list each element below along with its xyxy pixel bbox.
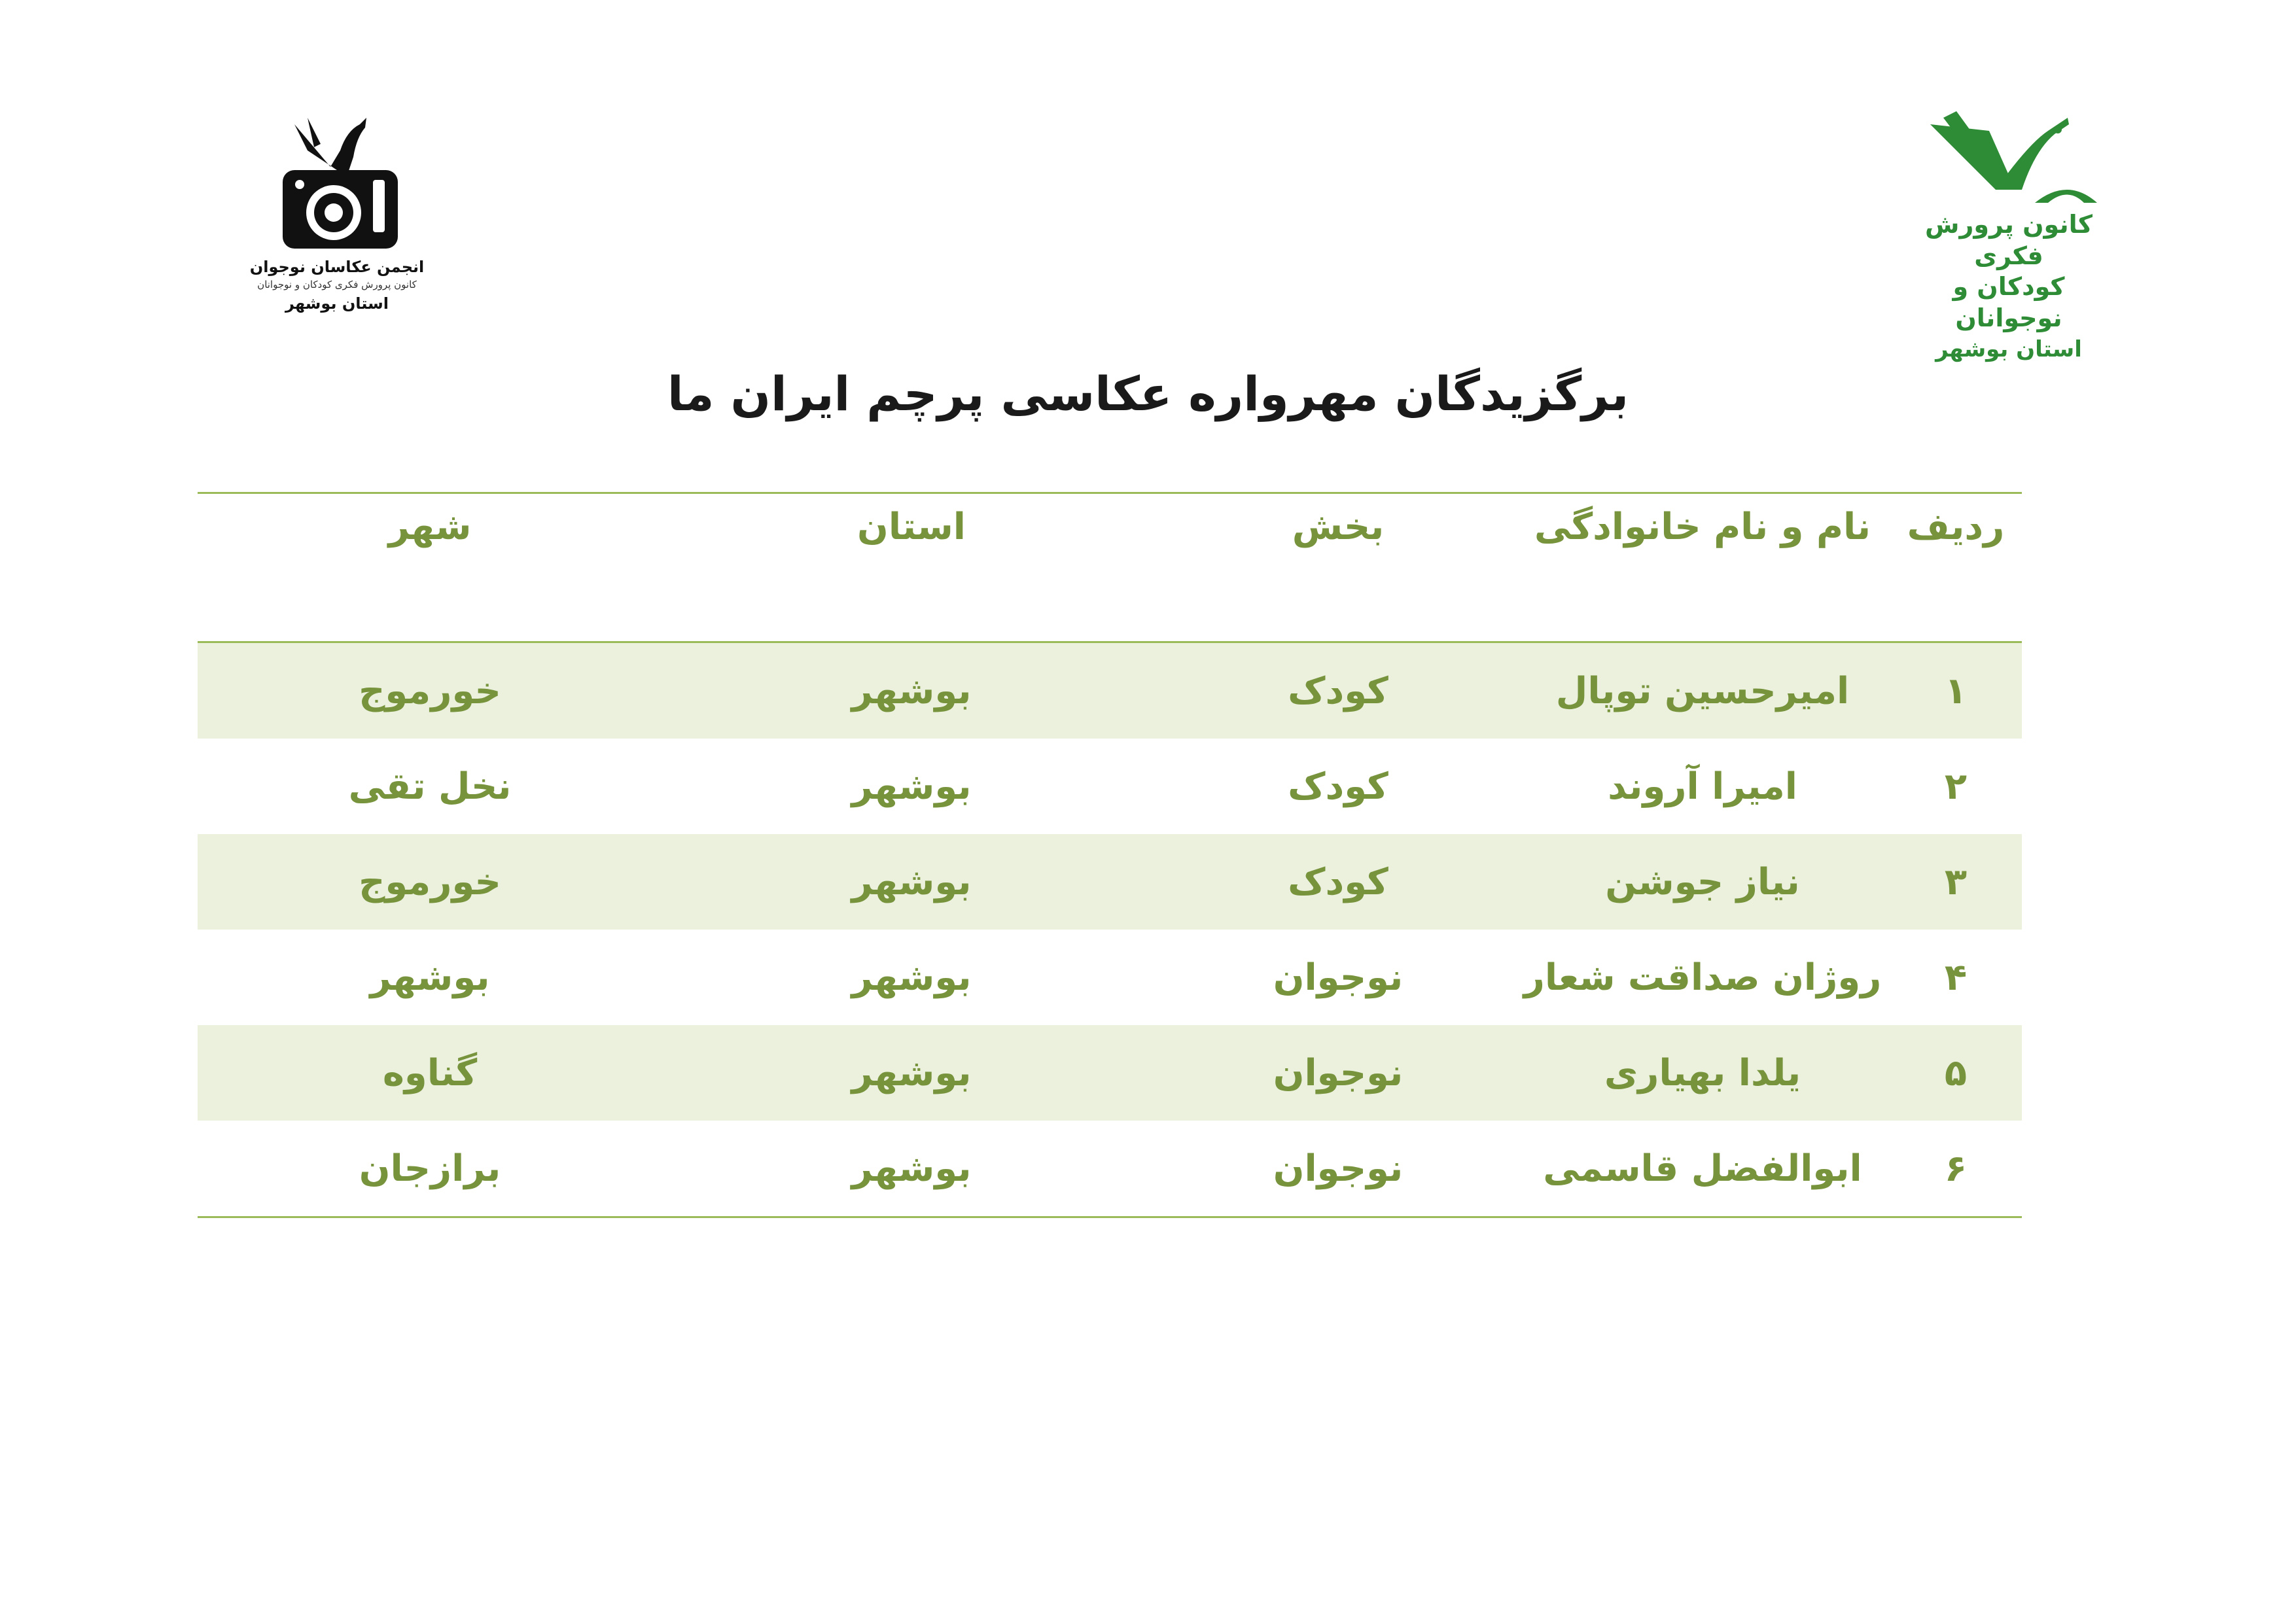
right-logo-line1: کانون پرورش فکری bbox=[1925, 210, 2093, 270]
cell-name: امیرحسین توپال bbox=[1515, 642, 1890, 739]
cell-row-number: ۵ bbox=[1890, 1025, 2022, 1121]
table-row bbox=[198, 739, 2022, 834]
table-row bbox=[198, 834, 2022, 930]
cell-name: روژان صداقت شعار bbox=[1523, 956, 1882, 999]
cell-city: برازجان bbox=[359, 1147, 501, 1190]
cell-row-number: ۲ bbox=[1944, 765, 1968, 808]
table-row bbox=[198, 1121, 2022, 1217]
right-logo-line3: استان بوشهر bbox=[1935, 336, 2082, 362]
page-title: برگزیدگان مهرواره عکاسی پرچم ایران ما bbox=[667, 366, 1629, 421]
cell-name: ابوالفضل قاسمی bbox=[1543, 1147, 1862, 1190]
column-header-name: نام و نام خانوادگی bbox=[1534, 506, 1871, 548]
table-header-row bbox=[198, 493, 2022, 642]
column-header-row-number: ردیف bbox=[1907, 506, 2005, 548]
cell-name: نیاز جوشن bbox=[1515, 834, 1890, 930]
cell-city: گناوه bbox=[198, 1025, 662, 1121]
cell-section: نوجوان bbox=[1273, 1147, 1404, 1190]
cell-province: بوشهر bbox=[851, 1147, 972, 1190]
kanoon-bird-icon bbox=[1917, 105, 2100, 209]
cell-section: نوجوان bbox=[1273, 956, 1404, 999]
column-header-section: بخش bbox=[1292, 506, 1385, 548]
column-header-city: شهر bbox=[388, 506, 472, 548]
cell-row-number: ۶ bbox=[1944, 1147, 1968, 1190]
table-row bbox=[198, 642, 2022, 739]
cell-province: بوشهر bbox=[851, 765, 972, 808]
cell-row-number: ۱ bbox=[1890, 642, 2022, 739]
left-logo-line1: انجمن عکاسان نوجوان bbox=[249, 258, 425, 276]
cell-row-number: ۳ bbox=[1890, 834, 2022, 930]
left-logo-line3: استان بوشهر bbox=[285, 294, 389, 313]
cell-section: کودک bbox=[1288, 765, 1388, 808]
table-row bbox=[198, 930, 2022, 1025]
cell-province: بوشهر bbox=[662, 834, 1161, 930]
column-header-province: استان bbox=[857, 506, 966, 548]
cell-name: امیرا آروند bbox=[1608, 765, 1797, 808]
cell-city: خورموج bbox=[198, 834, 662, 930]
winners-table bbox=[198, 492, 2015, 1218]
left-logo-line2: کانون پرورش فکری کودکان و نوجوانان bbox=[257, 279, 417, 290]
cell-province: بوشهر bbox=[662, 642, 1161, 739]
cell-section: کودک bbox=[1161, 834, 1515, 930]
cell-section: نوجوان bbox=[1161, 1025, 1515, 1121]
photographers-association-logo bbox=[249, 105, 425, 340]
cell-city: خورموج bbox=[198, 642, 662, 739]
cell-name: یلدا بهیاری bbox=[1515, 1025, 1890, 1121]
camera-bird-icon bbox=[268, 105, 406, 255]
cell-province: بوشهر bbox=[662, 1025, 1161, 1121]
right-logo-line2: کودکان و نوجوانان bbox=[1952, 272, 2065, 332]
table-row bbox=[198, 1025, 2022, 1121]
cell-city: بوشهر bbox=[370, 956, 490, 999]
cell-section: کودک bbox=[1161, 642, 1515, 739]
cell-city: نخل تقی bbox=[348, 765, 512, 808]
cell-row-number: ۴ bbox=[1944, 956, 1968, 999]
kanoon-logo bbox=[1898, 105, 2120, 362]
cell-province: بوشهر bbox=[851, 956, 972, 999]
